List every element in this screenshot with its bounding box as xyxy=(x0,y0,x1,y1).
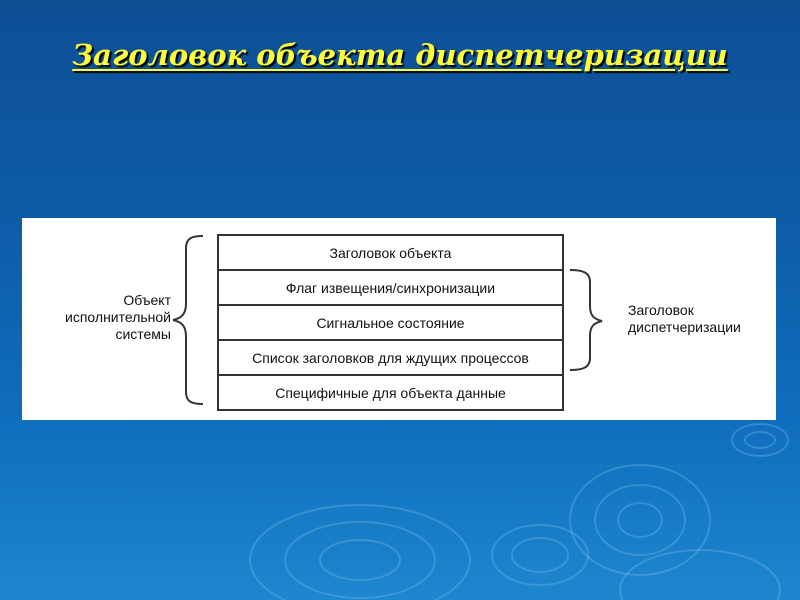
dispatcher-header-label: Заголовок диспетчеризации xyxy=(628,302,741,335)
row-object-specific-data: Специфичные для объекта данные xyxy=(219,376,562,411)
row-notification-flag: Флаг извещения/синхронизации xyxy=(219,271,562,306)
dispatcher-object-structure xyxy=(217,234,564,411)
right-brace xyxy=(570,270,602,370)
executive-object-label: Объект исполнительной системы xyxy=(65,292,171,342)
row-object-header: Заголовок объекта xyxy=(219,236,562,271)
left-brace xyxy=(173,236,203,404)
diagram-panel xyxy=(22,218,776,420)
row-wait-list-header: Список заголовков для ждущих процессов xyxy=(219,341,562,376)
slide-title: Заголовок объекта диспетчеризации xyxy=(72,38,728,72)
row-signal-state: Сигнальное состояние xyxy=(219,306,562,341)
